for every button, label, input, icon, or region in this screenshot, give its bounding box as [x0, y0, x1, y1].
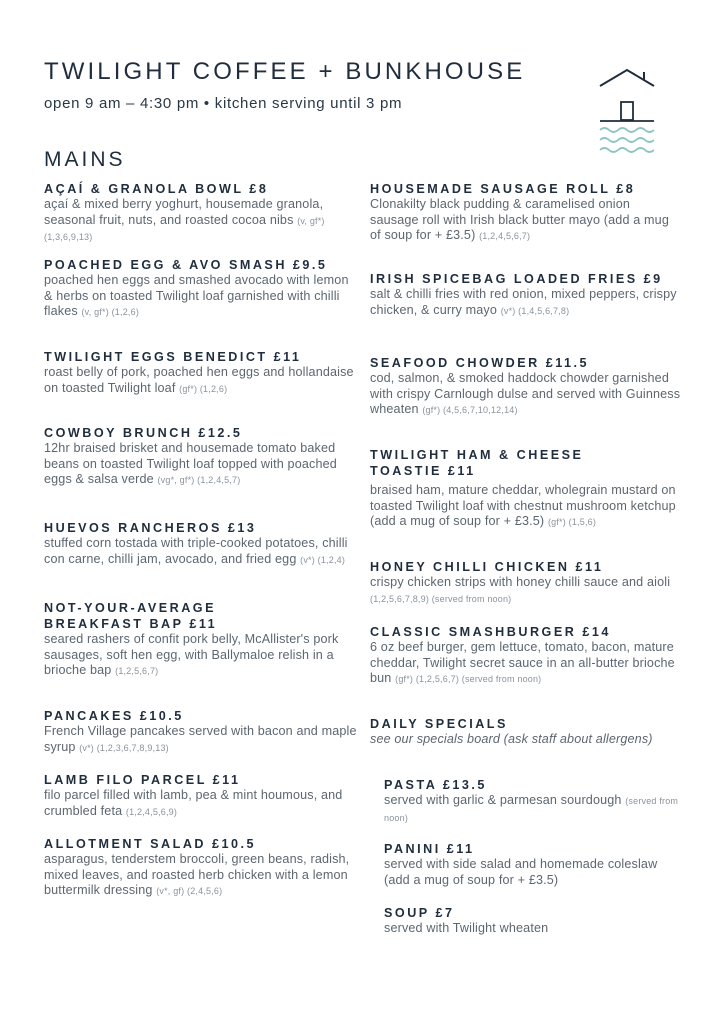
menu-item-title: HONEY CHILLI CHICKEN £11	[370, 560, 604, 574]
menu-item-title: PANINI £11	[384, 842, 475, 856]
menu-item-description: cod, salmon, & smoked haddock chowder garnished with crispy Carnlough dulse and served with Guinness wheaten	[370, 371, 681, 417]
menu-item	[44, 708, 358, 756]
menu-item-title: HOUSEMADE SAUSAGE ROLL £8	[370, 182, 636, 196]
daily-specials-title: DAILY SPECIALS	[370, 717, 508, 731]
menu-item-description: salt & chilli fries with red onion, mixed peppers, crispy chicken, & curry mayo	[370, 287, 677, 317]
menu-item-allergens: (v*) (1,4,5,6,7,8)	[500, 305, 570, 316]
special-item	[384, 905, 684, 937]
menu-item-description: braised ham, mature cheddar, wholegrain mustard on toasted Twilight loaf with chestnut mushroom ketchup (add a mug of soup for + £3.5)	[370, 483, 676, 529]
menu-item-body	[370, 483, 682, 531]
menu-item-title: CLASSIC SMASHBURGER £14	[370, 625, 611, 639]
section-title-mains: MAINS	[44, 148, 126, 171]
menu-item	[44, 520, 358, 568]
menu-item-description: crispy chicken strips with honey chilli sauce and aioli	[370, 575, 671, 589]
menu-item-allergens: (v, gf*) (1,3,6,9,13)	[44, 215, 325, 243]
menu-item	[370, 624, 682, 688]
menu-item-description: French Village pancakes served with bacon and maple syrup	[44, 724, 357, 754]
menu-item-title: PASTA £13.5	[384, 778, 487, 792]
menu-item	[370, 559, 682, 607]
menu-item-description: served with garlic & parmesan sourdough	[384, 793, 622, 807]
menu-item-description: stuffed corn tostada with triple-cooked potatoes, chilli con carne, chilli jam, avocado, and fried egg	[44, 536, 348, 566]
daily-specials-note: see our specials board (ask staff about allergens)	[370, 732, 653, 746]
menu-item-allergens: (gf*) (1,2,5,6,7) (served from noon)	[395, 674, 542, 685]
menu-item-description: served with Twilight wheaten	[384, 921, 549, 935]
menu-item-allergens: (v*) (1,2,3,6,7,8,9,13)	[79, 742, 169, 753]
menu-item	[370, 355, 682, 419]
menu-item-allergens: (vg*, gf*) (1,2,4,5,7)	[157, 475, 241, 486]
menu-item	[44, 181, 358, 246]
menu-item-title: HUEVOS RANCHEROS £13	[44, 521, 257, 535]
menu-item-allergens: (1,2,4,5,6,7)	[479, 231, 531, 242]
menu-item-title: ALLOTMENT SALAD £10.5	[44, 837, 257, 851]
menu-item	[370, 271, 682, 319]
menu-item	[44, 257, 358, 321]
menu-item-title: LAMB FILO PARCEL £11	[44, 773, 241, 787]
menu-item-allergens: (gf*) (1,2,6)	[179, 383, 228, 394]
menu-item-allergens: (gf*) (4,5,6,7,10,12,14)	[422, 405, 518, 416]
special-item	[384, 841, 684, 888]
page-title: TWILIGHT COFFEE + BUNKHOUSE	[44, 58, 526, 85]
menu-item-allergens: (1,2,5,6,7,8,9) (served from noon)	[370, 593, 512, 604]
menu-item-title: TWILIGHT EGGS BENEDICT £11	[44, 350, 302, 364]
menu-item-title: SOUP £7	[384, 906, 455, 920]
menu-item-description: Clonakilty black pudding & caramelised onion sausage roll with Irish black butter mayo (add a mug of soup for + £3.5)	[370, 197, 669, 243]
menu-item	[44, 425, 358, 489]
menu-item-title: SEAFOOD CHOWDER £11.5	[370, 356, 590, 370]
menu-item	[44, 836, 358, 900]
menu-item-title: TWILIGHT HAM & CHEESE TOASTIE £11	[370, 448, 584, 478]
menu-item-description: served with side salad and homemade coleslaw (add a mug of soup for + £3.5)	[384, 857, 658, 887]
menu-item	[44, 600, 254, 632]
menu-item-title: AÇAÍ & GRANOLA BOWL £8	[44, 182, 269, 196]
menu-item-allergens: (served from noon)	[384, 796, 679, 823]
special-item	[384, 777, 684, 826]
menu-item-title: COWBOY BRUNCH £12.5	[44, 426, 243, 440]
menu-item-allergens: (v, gf*) (1,2,6)	[81, 307, 140, 318]
menu-item-title: IRISH SPICEBAG LOADED FRIES £9	[370, 272, 663, 286]
menu-item-title: POACHED EGG & AVO SMASH £9.5	[44, 258, 328, 272]
menu-item-description: seared rashers of confit pork belly, McAllister's pork sausages, soft hen egg, with Ballymaloe relish in a brioche bap	[44, 632, 339, 678]
menu-item-title: NOT-YOUR-AVERAGE BREAKFAST BAP £11	[44, 601, 218, 631]
menu-item-description: açaí & mixed berry yoghurt, housemade granola, seasonal fruit, nuts, and roasted cocoa nibs	[44, 197, 324, 227]
menu-item-description: filo parcel filled with lamb, pea & mint houmous, and crumbled feta	[44, 788, 343, 818]
menu-item-description: 6 oz beef burger, gem lettuce, tomato, bacon, mature cheddar, Twilight secret sauce in an all-butter brioche bun	[370, 640, 675, 686]
menu-item	[44, 772, 358, 820]
menu-item	[44, 349, 358, 397]
menu-item-title: PANCAKES £10.5	[44, 709, 184, 723]
menu-item	[370, 447, 630, 479]
menu-item-description: 12hr braised brisket and housemade tomato baked beans on toasted Twilight loaf topped with poached eggs & salsa verde	[44, 441, 337, 487]
menu-item	[370, 181, 682, 245]
menu-item-allergens: (gf*) (1,5,6)	[547, 517, 597, 528]
menu-item-allergens: (v*) (1,2,4)	[300, 554, 346, 565]
house-logo-icon	[596, 66, 658, 156]
opening-hours: open 9 am – 4:30 pm • kitchen serving until 3 pm	[44, 95, 403, 112]
menu-item-description: roast belly of pork, poached hen eggs and hollandaise on toasted Twilight loaf	[44, 365, 354, 395]
menu-item-description: asparagus, tenderstem broccoli, green beans, radish, mixed leaves, and roasted herb chicken with a lemon buttermilk dressing	[44, 852, 350, 898]
daily-specials	[370, 716, 682, 748]
menu-item-allergens: (v*, gf) (2,4,5,6)	[156, 886, 223, 897]
menu-item-allergens: (1,2,5,6,7)	[115, 666, 159, 677]
menu-item-allergens: (1,2,4,5,6,9)	[125, 806, 178, 817]
menu-item-description: poached hen eggs and smashed avocado with lemon & herbs on toasted Twilight loaf garnished with chilli flakes	[44, 273, 349, 319]
menu-item-body	[44, 632, 358, 680]
